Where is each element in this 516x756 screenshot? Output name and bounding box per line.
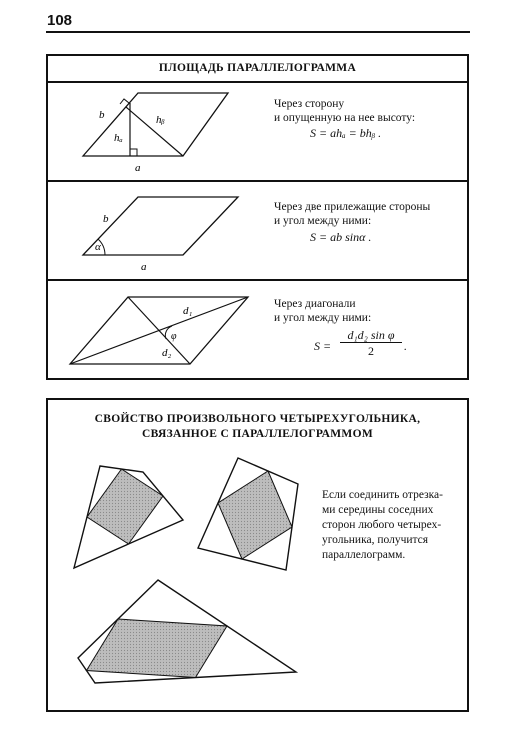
formula-side-height: S = ahₐ = bhᵦ . xyxy=(310,126,382,140)
row2-text xyxy=(274,200,430,228)
label-b: b xyxy=(99,109,105,121)
row2-text-line1: Через две прилежащие стороны xyxy=(274,201,431,213)
label-ha: hₐ xyxy=(114,132,123,144)
label-d1: d₁ xyxy=(183,305,193,317)
row1-text-line2: и опущенную на нее высоту: xyxy=(274,112,416,124)
parallelogram-angle-diagram xyxy=(48,182,467,281)
row3-text-line2: и угол между ними: xyxy=(274,312,372,324)
property-line-2: ми середины соседних xyxy=(322,504,434,516)
section-title-line2: СВЯЗАННОЕ С ПАРАЛЛЕЛОГРАММОМ xyxy=(141,428,373,440)
label-phi: φ xyxy=(171,331,177,342)
row1-text-line1: Через сторону xyxy=(274,98,345,110)
label-hb: hᵦ xyxy=(156,114,165,126)
formula-lhs: S = xyxy=(314,339,332,353)
area-by-diagonals-row xyxy=(48,281,467,380)
diagonal-d2 xyxy=(128,297,190,364)
property-line-5: параллелограмм. xyxy=(322,549,406,561)
page-number: 108 xyxy=(47,12,73,29)
right-angle-mark-b xyxy=(120,99,129,104)
quadrilateral-2 xyxy=(198,458,298,570)
property-line-3: сторон любого четырех- xyxy=(322,519,442,531)
right-angle-mark-a xyxy=(130,149,137,156)
area-by-sides-angle-row xyxy=(48,182,467,281)
quadrilateral-1 xyxy=(74,466,183,568)
property-line-1: Если соединить отрезка- xyxy=(322,489,443,501)
label-alpha: α xyxy=(95,241,101,253)
formula-denominator: 2 xyxy=(368,344,374,358)
label-a: a xyxy=(135,162,141,174)
row2-text-line2: и угол между ними: xyxy=(274,215,372,227)
parallelogram-area-box xyxy=(46,54,469,380)
label-b: b xyxy=(103,213,109,225)
row3-text xyxy=(274,297,371,325)
quadrilateral-property-box xyxy=(46,398,469,712)
property-description xyxy=(322,488,462,563)
property-line-4: угольника, получится xyxy=(322,534,429,546)
row3-text-line1: Через диагонали xyxy=(274,298,356,310)
parallelogram-diagonals-diagram xyxy=(48,281,467,380)
row1-text xyxy=(274,97,415,125)
parallelogram-shape xyxy=(83,197,238,255)
formula-numerator: d₁d₂ sin φ xyxy=(340,328,402,343)
header-rule xyxy=(46,31,470,33)
formula-sides-angle: S = ab sinα . xyxy=(310,230,372,244)
formula-end: . xyxy=(404,339,407,353)
section-title: ПЛОЩАДЬ ПАРАЛЛЕЛОГРАММА xyxy=(48,56,467,83)
quadrilateral-3 xyxy=(78,580,296,683)
label-a: a xyxy=(141,261,147,273)
label-d2: d₂ xyxy=(162,347,172,359)
section-title-line1: СВОЙСТВО ПРОИЗВОЛЬНОГО ЧЕТЫРЕХУГОЛЬНИКА, xyxy=(94,413,421,425)
area-by-side-height-row xyxy=(48,83,467,182)
